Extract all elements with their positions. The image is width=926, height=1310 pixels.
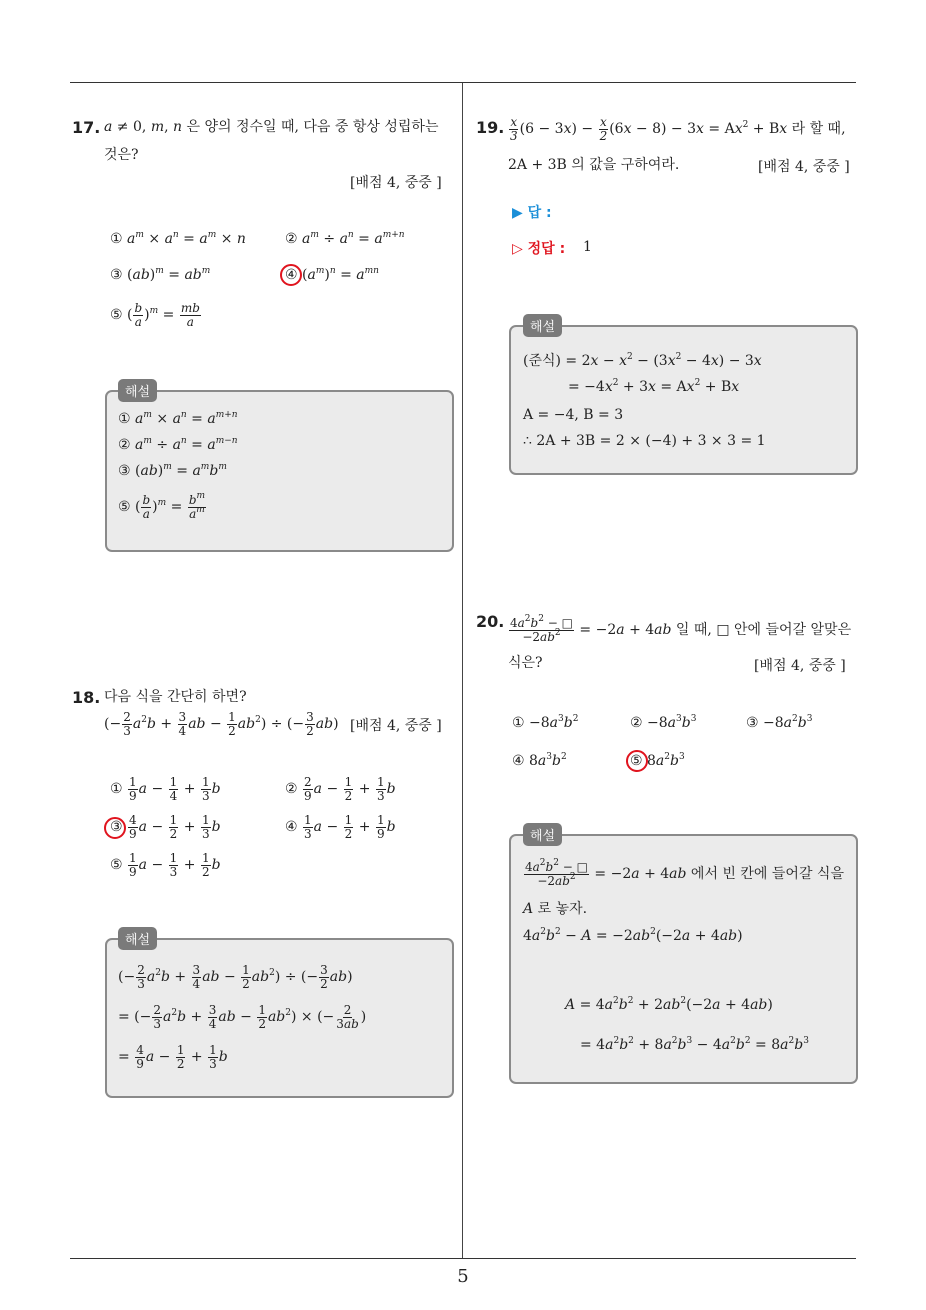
option-5[interactable]: ⑤ $\frac{1}{9}$ a − $\frac{1}{3}$ + $\frac{1}{2}$ b (110, 850, 221, 879)
solution-tag: 해설 (118, 379, 157, 402)
solution-line-3: $4a^2b^2 - A = -2ab^2(-2a + 4ab)$ (523, 927, 743, 944)
score-meta: [배점 4, 중중 ] (350, 718, 442, 734)
option-2[interactable]: ② $a^m \div a^n = a^{m+n}$ (285, 230, 405, 247)
solution-tag: 해설 (118, 927, 157, 950)
option-2[interactable]: ② $-8a^3b^3$ (630, 714, 697, 731)
option-5[interactable]: ⑤ ( $\frac{b}{a}$ )$^m$ = $\frac{mb}{a}$ (110, 300, 200, 329)
solution-line-4: $A = 4a^2b^2 + 2ab^2(-2a + 4ab)$ (565, 996, 773, 1013)
option-3[interactable]: ③ $-8a^2b^3$ (746, 714, 813, 731)
question-expression: (− $\frac{2}{3}$ $a^2b$ + $\frac{3}{4}$ ab − $\frac{1}{2}$ $ab^2$) ÷ (− $\frac{3}{2}$ ab) (104, 709, 339, 738)
question-number: 20. (476, 612, 505, 631)
option-4[interactable]: ④ $\frac{1}{3}$ a − $\frac{1}{2}$ + $\frac{1}{9}$ b (285, 812, 396, 841)
option-3[interactable]: ③ $(ab)^m = ab^m$ (110, 266, 211, 283)
score-meta: [배점 4, 중중 ] (350, 175, 442, 191)
question-number: 19. (476, 118, 505, 137)
bottom-rule (70, 1258, 856, 1259)
solution-line-1: ① $a^m \times a^n = a^{m+n}$ (118, 410, 238, 427)
solution-tag: 해설 (523, 314, 562, 337)
solution-line-1: (준식) = $2x - x^2 - (3x^2 - 4x) - 3x$ (523, 352, 762, 369)
option-1[interactable]: ① $\frac{1}{9}$ a − $\frac{1}{4}$ + $\frac{1}{3}$ b (110, 774, 221, 803)
solution-line-4: ⑤ ( $\frac{b}{a}$ )$^m$ = $\frac{b^m}{a^m}$ (118, 490, 206, 521)
solution-line-5: = $4a^2b^2 + 8a^2b^3 - 4a^2b^2 = 8a^2b^3$ (580, 1036, 809, 1053)
top-rule (70, 82, 856, 83)
option-4[interactable]: ④ $(a^m)^n = a^{mn}$ (285, 266, 379, 283)
score-meta: [배점 4, 중중 ] (754, 658, 846, 674)
option-1[interactable]: ① $a^m \times a^n = a^m \times n$ (110, 230, 246, 247)
question-number: 18. (72, 688, 101, 707)
solution-line-1: $\frac{4a^2b^2 - □}{-2ab^2}$ = −2a + 4ab 에서 빈 칸에 들어갈 식을 (525, 857, 844, 888)
option-1[interactable]: ① $-8a^3b^2$ (512, 714, 579, 731)
solution-line-3: A = −4, B = 3 (523, 407, 624, 423)
score-meta: [배점 4, 중중 ] (758, 159, 850, 175)
question-text: $\frac{x}{3}$ (6 − 3x) − $\frac{x}{2}$ $(6x - 8) - 3x = Ax^2 + Bx$ 라 할 때, (510, 114, 846, 143)
column-divider (462, 83, 463, 1258)
option-5[interactable]: ⑤ $8a^2b^3$ (630, 752, 685, 769)
solution-tag: 해설 (523, 823, 562, 846)
question-text: 다음 식을 간단히 하면? (104, 689, 247, 705)
answer-input-label[interactable]: ▶ 답 : (512, 205, 552, 221)
solution-box (509, 325, 858, 475)
solution-line-4: ∴ 2A + 3B = 2 × (−4) + 3 × 3 = 1 (523, 433, 766, 449)
solution-line-2: = (− $\frac{2}{3}$ $a^2b$ + $\frac{3}{4}$ ab − $\frac{1}{2}$ $ab^2$) × (− $\frac{2}{3ab}$ ) (118, 1002, 367, 1031)
solution-line-1: (− $\frac{2}{3}$ $a^2b$ + $\frac{3}{4}$ ab − $\frac{1}{2}$ $ab^2$) ÷ (− $\frac{3}{2}$ ab) (118, 962, 353, 991)
option-3[interactable]: ③ $\frac{4}{9}$ a − $\frac{1}{2}$ + $\frac{1}{3}$ b (110, 812, 221, 841)
solution-line-2: A 로 놓자. (523, 901, 588, 917)
option-2[interactable]: ② $\frac{2}{9}$ a − $\frac{1}{2}$ + $\frac{1}{3}$ b (285, 774, 396, 803)
question-text-line2: 것은? (104, 147, 139, 163)
solution-line-3: ③ $(ab)^m = a^mb^m$ (118, 462, 227, 479)
question-text: $\frac{4a^2b^2 - □}{-2ab^2}$ = −2a + 4ab 일 때, □ 안에 들어갈 알맞은 (510, 613, 852, 644)
solution-line-3: = $\frac{4}{9}$ a − $\frac{1}{2}$ + $\frac{1}{3}$ b (118, 1042, 228, 1071)
page-number: 5 (457, 1266, 469, 1287)
question-text: a ≠ 0, m, n 은 양의 정수일 때, 다음 중 항상 성립하는 (104, 119, 439, 135)
solution-line-2: ② $a^m \div a^n = a^{m-n}$ (118, 436, 238, 453)
question-text-line2: 식은? (508, 655, 543, 671)
solution-line-2: = $-4x^2 + 3x = Ax^2 + Bx$ (568, 378, 740, 395)
correct-answer-label: ▷ 정답 : (512, 241, 566, 257)
correct-answer-value: 1 (583, 239, 592, 255)
question-text-line2: 2A + 3B 의 값을 구하여라. (508, 157, 680, 173)
question-number: 17. (72, 118, 101, 137)
option-4[interactable]: ④ $8a^3b^2$ (512, 752, 567, 769)
